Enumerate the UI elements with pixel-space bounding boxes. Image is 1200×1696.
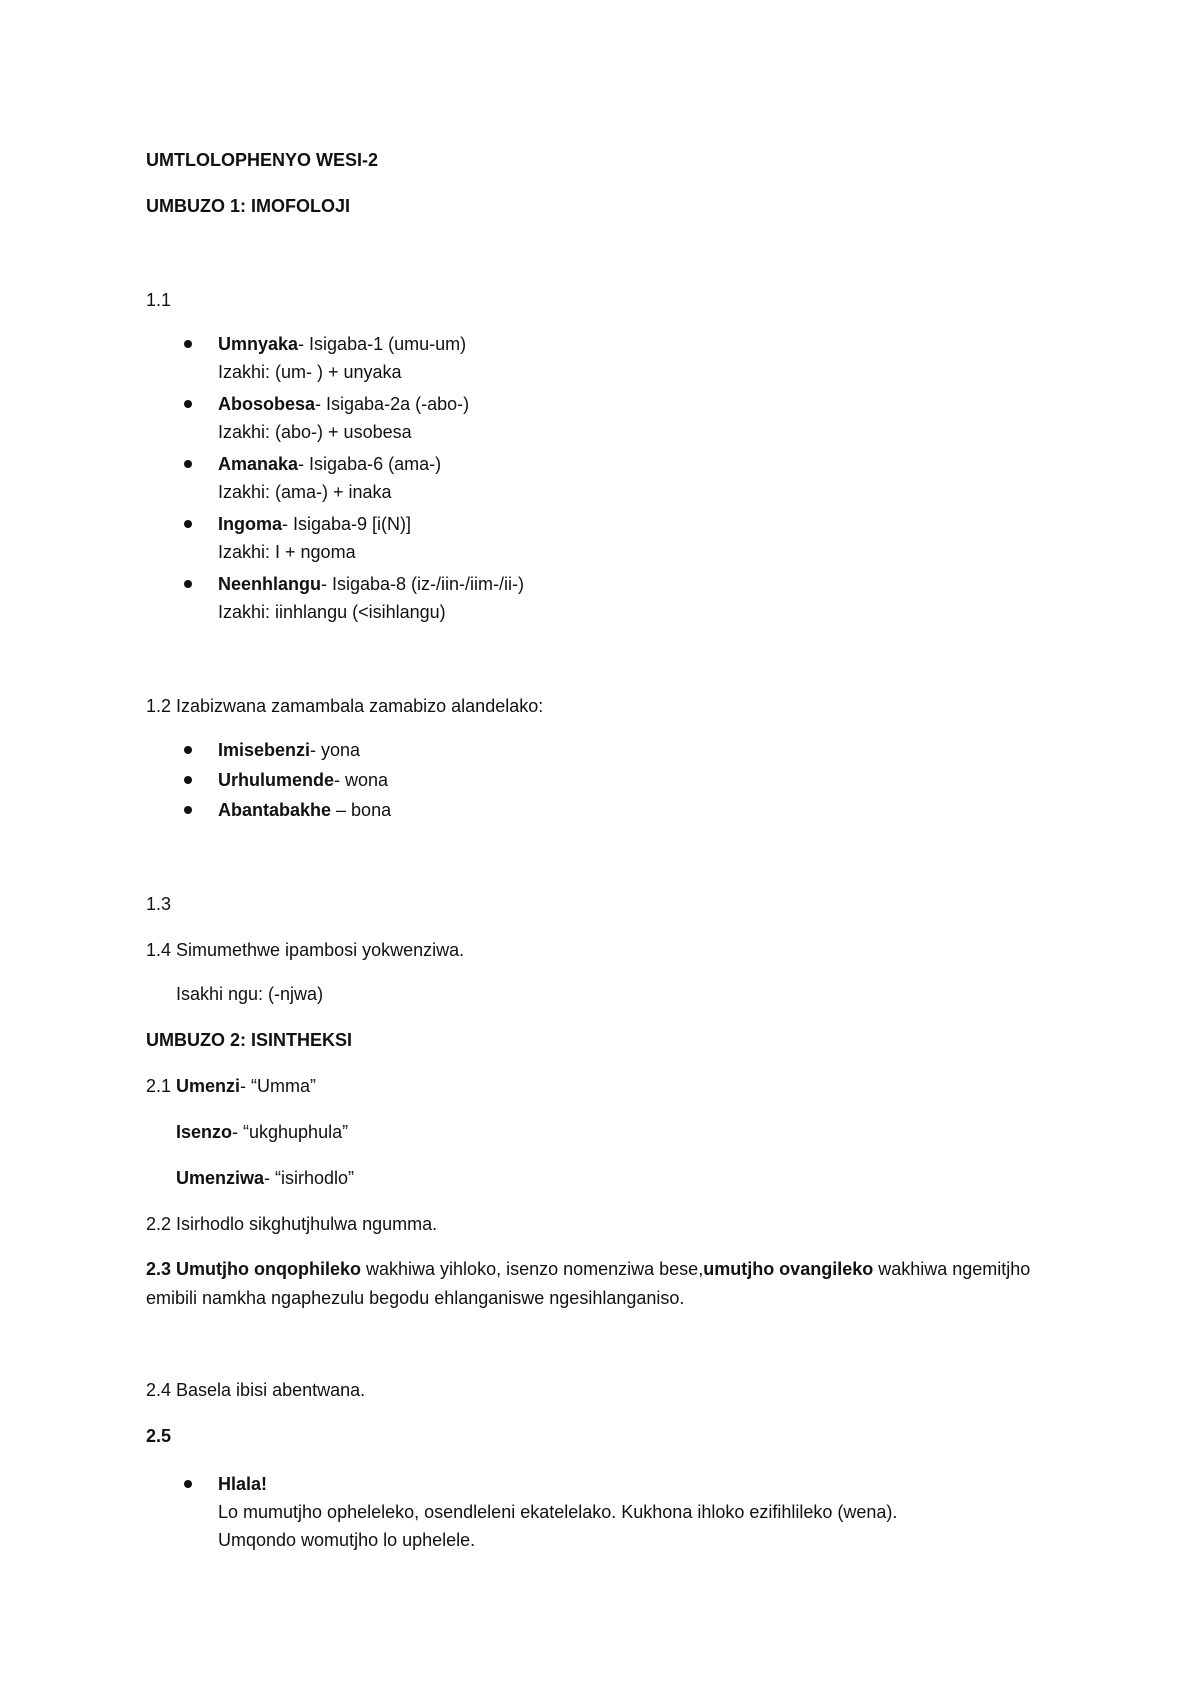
section-1-4-sub: Isakhi ngu: (-njwa) bbox=[176, 984, 324, 1004]
section-2-1-line bbox=[176, 1118, 348, 1146]
list-item-text: - yona bbox=[310, 740, 361, 760]
section-1-3-number: 1.3 bbox=[146, 894, 172, 914]
bullet bbox=[184, 1480, 192, 1488]
section-1-2-text: 1.2 Izabizwana zamambala zamabizo alandelako: bbox=[146, 696, 544, 716]
section-2-3-text-1: wakhiwa yihloko, isenzo nomenziwa bese, bbox=[361, 1259, 704, 1279]
section-1-4-text: 1.4 Simumethwe ipambosi yokwenziwa. bbox=[146, 940, 465, 960]
list-item-text: - Isigaba-9 [i(N)] bbox=[282, 514, 412, 534]
section-2-3-term-1: Umutjho onqophileko bbox=[176, 1259, 362, 1279]
list-item-term: Abantabakhe bbox=[218, 800, 332, 820]
list-item-sub: Izakhi: iinhlangu (<isihlangu) bbox=[218, 602, 446, 622]
list-item bbox=[218, 736, 360, 764]
section-2-3-text-2: wakhiwa ngemitjho emibili namkha ngaphezulu begodu ehlanganiswe ngesihlanganiso. bbox=[146, 1259, 1031, 1308]
list-item-sub: Umqondo womutjho lo uphelele. bbox=[218, 1530, 476, 1550]
section-2-2-text: 2.2 Isirhodlo sikghutjhulwa ngumma. bbox=[146, 1214, 438, 1234]
section-2-1-term: Umenzi bbox=[176, 1076, 241, 1096]
bullet bbox=[184, 806, 192, 814]
section-2-5-number: 2.5 bbox=[146, 1426, 172, 1446]
list-item bbox=[218, 510, 411, 566]
section-2-3-number: 2.3 bbox=[146, 1259, 177, 1279]
list-item bbox=[218, 766, 388, 794]
list-item-sub: Izakhi: I + ngoma bbox=[218, 542, 356, 562]
list-item bbox=[218, 390, 469, 446]
list-item bbox=[218, 796, 391, 824]
section-2-1-text: - “Umma” bbox=[240, 1076, 317, 1096]
list-item bbox=[218, 450, 441, 506]
section-2-3-paragraph bbox=[146, 1255, 1066, 1313]
list-item-text: - Isigaba-8 (iz-/iin-/iim-/ii-) bbox=[321, 574, 525, 594]
bullet bbox=[184, 460, 192, 468]
section-2-4-text: 2.4 Basela ibisi abentwana. bbox=[146, 1380, 366, 1400]
list-item-text: – bona bbox=[331, 800, 392, 820]
bullet bbox=[184, 340, 192, 348]
list-item-sub: Lo mumutjho opheleleko, osendleleni ekatelelako. Kukhona ihloko ezifihlileko (wena). bbox=[218, 1502, 898, 1522]
list-item-term: Abosobesa bbox=[218, 394, 316, 414]
section-2-3-term-2: umutjho ovangileko bbox=[703, 1259, 874, 1279]
section-2-1-number: 2.1 bbox=[146, 1076, 177, 1096]
list-item-term: Neenhlangu bbox=[218, 574, 322, 594]
section-2-1-term: Isenzo bbox=[176, 1122, 233, 1142]
question-1-heading: UMBUZO 1: IMOFOLOJI bbox=[146, 196, 350, 216]
bullet bbox=[184, 520, 192, 528]
section-2-1-text: - “isirhodlo” bbox=[264, 1168, 355, 1188]
list-item bbox=[218, 330, 466, 386]
list-item-term: Imisebenzi bbox=[218, 740, 311, 760]
list-item-text: - Isigaba-1 (umu-um) bbox=[298, 334, 467, 354]
list-item bbox=[218, 570, 524, 626]
list-item-term: Ingoma bbox=[218, 514, 283, 534]
list-item-term: Umnyaka bbox=[218, 334, 299, 354]
list-item-sub: Izakhi: (um- ) + unyaka bbox=[218, 362, 402, 382]
list-item-text: - Isigaba-6 (ama-) bbox=[298, 454, 442, 474]
section-2-1-text: - “ukghuphula” bbox=[232, 1122, 349, 1142]
list-item-sub: Izakhi: (ama-) + inaka bbox=[218, 482, 392, 502]
list-item-sub: Izakhi: (abo-) + usobesa bbox=[218, 422, 412, 442]
question-2-heading: UMBUZO 2: ISINTHEKSI bbox=[146, 1030, 353, 1050]
bullet bbox=[184, 580, 192, 588]
section-1-1-number: 1.1 bbox=[146, 290, 172, 310]
list-item-text: - Isigaba-2a (-abo-) bbox=[315, 394, 470, 414]
section-2-1-line bbox=[176, 1164, 354, 1192]
bullet bbox=[184, 746, 192, 754]
bullet bbox=[184, 400, 192, 408]
list-item-term: Amanaka bbox=[218, 454, 299, 474]
document-title: UMTLOLOPHENYO WESI-2 bbox=[146, 150, 379, 170]
list-item-term: Urhulumende bbox=[218, 770, 335, 790]
bullet bbox=[184, 776, 192, 784]
list-item-term: Hlala! bbox=[218, 1474, 268, 1494]
section-2-1-term: Umenziwa bbox=[176, 1168, 265, 1188]
section-2-1-line bbox=[146, 1072, 316, 1100]
list-item-text: - wona bbox=[334, 770, 389, 790]
list-item bbox=[218, 1470, 897, 1554]
